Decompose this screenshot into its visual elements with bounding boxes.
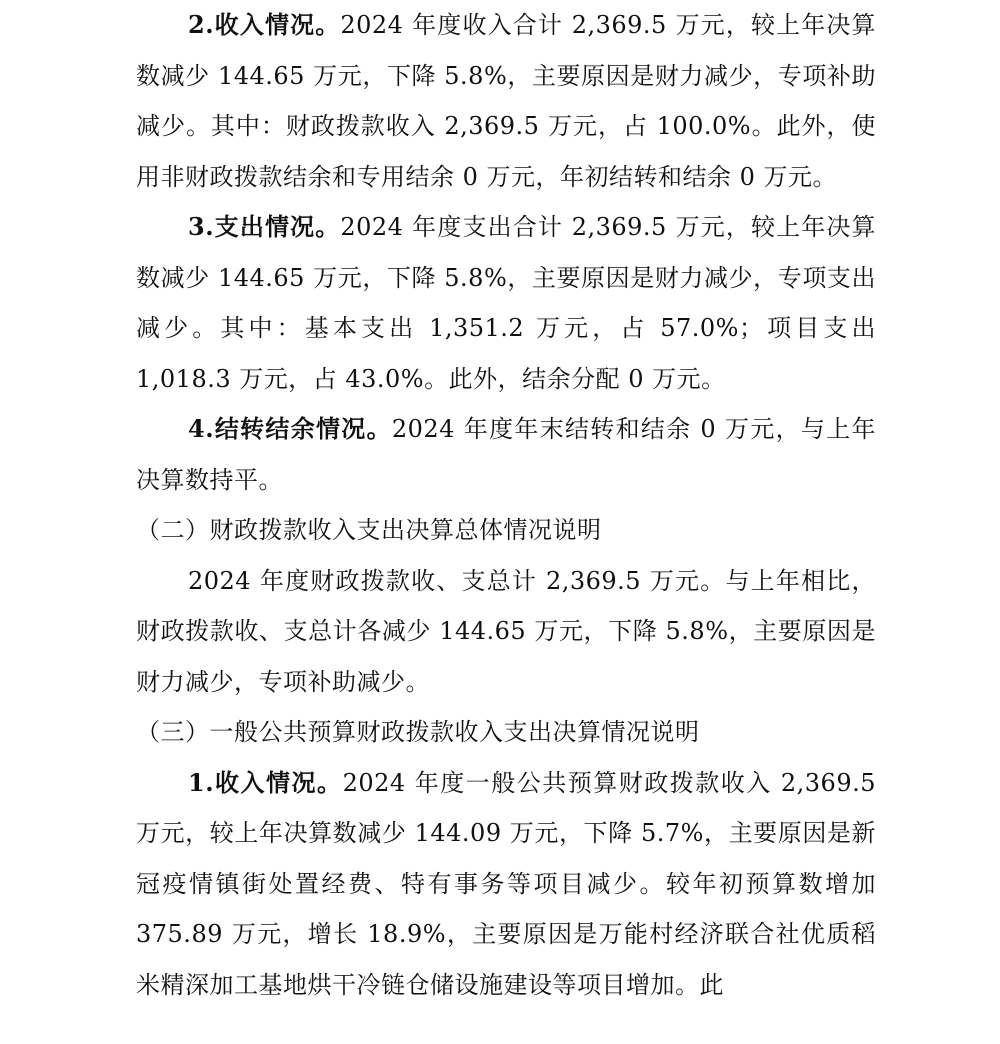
paragraph-lead: 1.收入情况。: [188, 767, 343, 797]
paragraph-text: 2024 年度支出合计 2,369.5 万元，较上年决算数减少 144.65 万元，下降 5.8%，主要原因是财力减少，专项支出减少。其中：基本支出 1,351.2 万元，占 57.0%；项目支出 1,018.3 万元，占 43.0%。此外，结余分配 0 万元。: [136, 213, 876, 393]
paragraph-text: 2024 年度年末结转和结余 0 万元，与上年决算数持平。: [136, 415, 876, 494]
section-heading: （三）一般公共预算财政拨款收入支出决算情况说明: [136, 718, 700, 746]
paragraph-carryover: [136, 404, 876, 505]
paragraph-general-budget-income: [136, 758, 876, 1011]
paragraph-text: 2024 年度收入合计 2,369.5 万元，较上年决算数减少 144.65 万元，下降 5.8%，主要原因是财力减少，专项补助减少。其中：财政拨款收入 2,369.5 万元，占 100.0%。此外，使用非财政拨款结余和专用结余 0 万元，年初结转和结余 0 万元。: [136, 11, 876, 191]
paragraph-income: [136, 0, 876, 202]
paragraph-lead: 4.结转结余情况。: [188, 414, 392, 443]
paragraph-lead: 3.支出情况。: [188, 212, 341, 241]
paragraph-text: 2024 年度一般公共预算财政拨款收入 2,369.5 万元，较上年决算数减少 144.09 万元，下降 5.7%，主要原因是新冠疫情镇街处置经费、特有事务等项目减少。较年初预算数增加 375.89 万元，增长 18.9%，主要原因是万能村经济联合社优质稻米精深加工基地烘干冷链仓储设施建设等项目增加。此: [136, 768, 876, 999]
document-page: [136, 0, 876, 1010]
paragraph-expenditure: [136, 202, 876, 404]
paragraph-lead: 2.收入情况。: [188, 10, 341, 39]
paragraph-fiscal-summary: 2024 年度财政拨款收、支总计 2,369.5 万元。与上年相比，财政拨款收、支总计各减少 144.65 万元，下降 5.8%，主要原因是财力减少，专项补助减少。: [136, 566, 876, 696]
section-heading: （二）财政拨款收入支出决算总体情况说明: [136, 516, 602, 544]
